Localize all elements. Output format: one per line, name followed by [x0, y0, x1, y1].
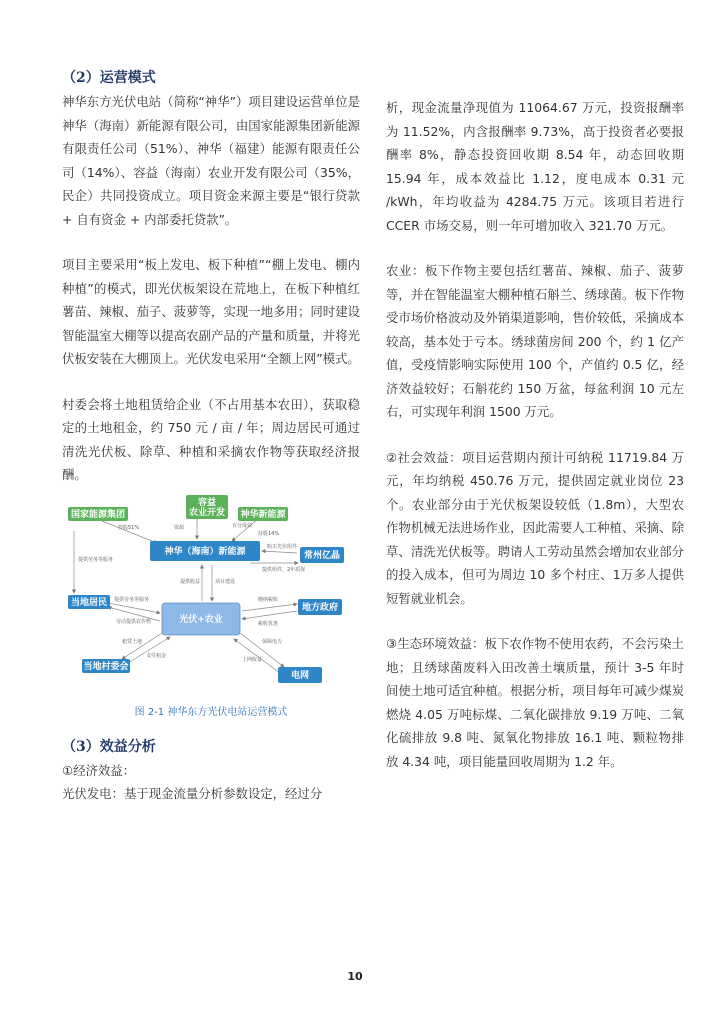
node-rongyi-line1: 容益	[197, 497, 217, 508]
edge-label: 保障电力	[262, 638, 283, 645]
edge-label: 控股51%	[118, 524, 140, 531]
node-center: 光伏+农业	[179, 614, 223, 625]
edge-label: 项目建设	[215, 578, 236, 585]
paragraph: ③生态环境效益：板下农作物不使用农药，不会污染土地；且绣球菌废料入田改善土壤质量，预计 3-5 年时间使土地可适宜种植。根据分析，项目每年可减少煤炭燃烧 4.05 万吨标煤、二氧化碳排放 9.19 万吨、二氧化硫排放 9.8 吨、氮氧化物排放 16.1 吨、颗粒物排放 4.34 吨，项目能量回收周期为 1.2 年。	[386, 636, 684, 769]
edge-label: 提供劳务等服务	[114, 596, 150, 603]
edge-label: 上网收益	[242, 656, 263, 663]
node-changzhou: 常州亿晶	[303, 550, 341, 561]
paragraph: 村委会将土地租赁给企业（不占用基本农田），获取稳定的土地租金，约 750 元 / 亩 / 年；周边居民可通过清洗光伏板、除草、种植和采摘农作物等获取经济报酬。	[62, 396, 360, 482]
node-shenhua-hainan: 神华（海南）新能源	[164, 546, 246, 557]
node-guoneng: 国家能源集团	[70, 509, 126, 520]
figure-caption: 图 2-1 神华东方光伏电站运营模式	[134, 706, 288, 718]
left-column	[62, 66, 360, 806]
edge-label: 资源	[174, 524, 185, 531]
paragraph: ①经济效益：	[62, 762, 136, 778]
node-shenhua-fujian: 神华新能源	[240, 509, 286, 520]
paragraph: 农业：板下作物主要包括红薯苗、辣椒、茄子、菠萝等，并在智能温室大棚种植石斛兰、绣球菌。板下作物受市场价格波动及外销渠道影响，售价较低，采摘成本较高，基本处于亏本。绣球菌房间 200 个，约 1 亿产值，受疫情影响实际使用 100 个，产值约 0.5 亿，经济效益较好；石斛花约 150 万盆，每盆利润 10 元左右，可实现年利润 1500 万元。	[386, 263, 684, 419]
edge-label: 劳动提供农作物	[116, 618, 152, 625]
right-column	[386, 96, 684, 773]
section-heading-benefit-analysis: （3）效益分析	[62, 738, 156, 755]
node-resident: 当地居民	[70, 597, 108, 608]
paragraph: 光伏发电：基于现金流量分析参数设定，经过分	[62, 786, 323, 801]
paragraph: 神华东方光伏电站（简称“神华”）项目建设运营单位是神华（海南）新能源有限公司，由国家能源集团新能源有限责任公司（51%）、神华（福建）能源有限责任公司（14%）、容益（海南）农业开发有限公司（35%，民企）共同投资成立。项目资金来源主要是“银行贷款 + 自有资金 + 内部委托贷款”。	[62, 94, 360, 227]
edge-label: 提供收益	[180, 578, 201, 585]
node-gov: 地方政府	[301, 602, 339, 613]
edge-label: 支付租金	[146, 652, 167, 659]
page-number: 10	[347, 970, 363, 983]
paragraph: 析，现金流量净现值为 11064.67 万元，投资报酬率为 11.52%，内含报酬率 9.73%，高于投资者必要报酬率 8%，静态投资回收期 8.54 年，动态回收期 15.94 年，成本效益比 1.12，度电成本 0.31 元 /kWh，年均收益为 4284.75 万元。该项目若进行 CCER 市场交易，则一年可增加收入 321.70 万元。	[386, 100, 684, 233]
edge-label: 持股14%	[258, 530, 280, 537]
edge-label: 缴纳税收	[258, 596, 279, 603]
node-village: 当地村委会	[83, 661, 129, 672]
edge-label: 百分成效	[232, 522, 253, 529]
paragraph: ②社会效益：项目运营期内预计可纳税 11719.84 万元，年均纳税 450.76 万元，提供固定就业岗位 23 个。农业部分由于光伏板架设较低（1.8m），大型农作物机械无法进场作业，因此需要人工种植、采摘、除草、清洗光伏板等。聘请人工劳动虽然会增加农业部分的投入成本，但可为周边 10 多个村庄、1万多人提供短暂就业机会。	[386, 449, 684, 606]
edge-label: 租赁土地	[122, 638, 143, 645]
edge-label: 提供组件，2年质保	[262, 566, 306, 573]
node-rongyi-line2: 农业开发	[188, 507, 226, 518]
section-heading-operation-mode: （2）运营模式	[62, 70, 156, 86]
edge-label: 提供劳务等服务	[78, 556, 114, 563]
paragraph: 项目主要采用“板上发电、板下种植”“棚上发电、棚内种植”的模式，即光伏板架设在荒地上，在板下种植红薯苗、辣椒、茄子、菠萝等，实现一地多用；同时建设智能温室大棚等以提高农副产品的产量和质量，并将光伏板安装在大棚顶上。光伏发电采用“全额上网”模式。	[62, 257, 360, 366]
edge-label: 税收优惠	[258, 620, 279, 627]
edge-label: 购买光伏组件	[267, 543, 298, 550]
operation-mode-diagram	[62, 491, 360, 701]
node-grid: 电网	[290, 670, 310, 681]
